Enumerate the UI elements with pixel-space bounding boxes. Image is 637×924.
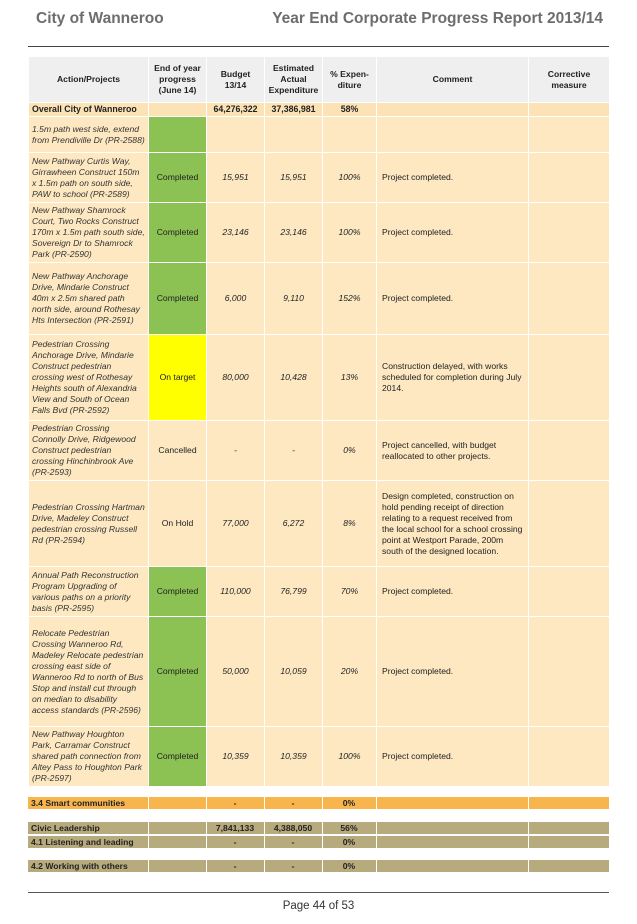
- estimated-cell: 9,110: [265, 263, 323, 335]
- corrective-cell: [529, 335, 610, 421]
- action-cell: Pedestrian Crossing Connolly Drive, Ridgewood Construct pedestrian crossing Hinchinbrook Ave (PR-2593): [29, 421, 149, 481]
- col-header-budget: Budget 13/14: [207, 57, 265, 103]
- comment-cell: Project cancelled, with budget reallocated to other projects.: [377, 421, 529, 481]
- pct-cell: 0%: [323, 421, 377, 481]
- estimated-cell: [265, 117, 323, 153]
- band-label: Civic Leadership: [28, 822, 148, 834]
- pct-cell: 70%: [323, 567, 377, 617]
- action-cell: New Pathway Anchorage Drive, Mindarie Construct 40m x 2.5m shared path north side, around Rothesay Hts Intersection (PR-2591): [29, 263, 149, 335]
- table-row: [29, 117, 610, 153]
- page-number: Page 44 of 53: [282, 900, 355, 912]
- status-cell: Cancelled: [149, 421, 207, 481]
- summary-label: Overall City of Wanneroo: [29, 103, 149, 117]
- corrective-cell: [529, 263, 610, 335]
- status-cell: Completed: [149, 153, 207, 203]
- table-row: [29, 153, 610, 203]
- corrective-cell: [529, 153, 610, 203]
- status-cell: Completed: [149, 203, 207, 263]
- pct-cell: 152%: [323, 263, 377, 335]
- pct-cell: 8%: [323, 481, 377, 567]
- action-cell: Pedestrian Crossing Anchorage Drive, Mindarie Construct pedestrian crossing west of Rothesay Heights south of Alexandria View and South of Ocean Falls Bvd (PR-2592): [29, 335, 149, 421]
- comment-cell: Construction delayed, with works scheduled for completion during July 2014.: [377, 335, 529, 421]
- comment-cell: Project completed.: [377, 203, 529, 263]
- band-budget: -: [206, 797, 264, 809]
- status-cell: On target: [149, 335, 207, 421]
- action-cell: New Pathway Shamrock Court, Two Rocks Construct 170m x 1.5m path south side, Sovereign Dr to Shamrock Park (PR-2590): [29, 203, 149, 263]
- pct-cell: [323, 117, 377, 153]
- table-row: [29, 617, 610, 727]
- org-name: City of Wanneroo: [36, 10, 164, 27]
- table-row: [29, 481, 610, 567]
- action-cell: New Pathway Houghton Park, Carramar Construct shared path connection from Altey Pass to Houghton Park (PR-2597): [29, 727, 149, 787]
- summary-budget: 64,276,322: [207, 103, 265, 117]
- budget-cell: 15,951: [207, 153, 265, 203]
- col-header-corrective: Corrective measure: [529, 57, 610, 103]
- col-header-pct: % Expen-diture: [323, 57, 377, 103]
- budget-cell: 50,000: [207, 617, 265, 727]
- estimated-cell: 6,272: [265, 481, 323, 567]
- budget-cell: 23,146: [207, 203, 265, 263]
- page-header: [36, 6, 603, 42]
- pct-cell: 13%: [323, 335, 377, 421]
- budget-cell: -: [207, 421, 265, 481]
- action-cell: Relocate Pedestrian Crossing Wanneroo Rd, Madeley Relocate pedestrian crossing east side of Wanneroo Rd to north of Bus Stop and install cut through on median to disability access standards (PR-2596): [29, 617, 149, 727]
- comment-cell: Project completed.: [377, 153, 529, 203]
- pct-cell: 100%: [323, 203, 377, 263]
- comment-cell: Project completed.: [377, 617, 529, 727]
- pct-cell: 20%: [323, 617, 377, 727]
- comment-cell: Project completed.: [377, 263, 529, 335]
- action-cell: New Pathway Curtis Way, Girrawheen Construct 150m x 1.5m path on south side, PAW to school (PR-2589): [29, 153, 149, 203]
- band-estimated: -: [264, 836, 322, 848]
- band-budget: -: [206, 836, 264, 848]
- estimated-cell: 76,799: [265, 567, 323, 617]
- corrective-cell: [529, 727, 610, 787]
- table-row: [29, 421, 610, 481]
- band-pct: 0%: [322, 797, 376, 809]
- col-header-estimated: Estimated Actual Expenditure: [265, 57, 323, 103]
- header-divider: [28, 46, 609, 47]
- action-cell: Annual Path Reconstruction Program Upgrading of various paths on a priority basis (PR-2595): [29, 567, 149, 617]
- band-estimated: -: [264, 797, 322, 809]
- estimated-cell: 10,359: [265, 727, 323, 787]
- estimated-cell: 15,951: [265, 153, 323, 203]
- estimated-cell: 23,146: [265, 203, 323, 263]
- status-cell: Completed: [149, 727, 207, 787]
- budget-cell: 6,000: [207, 263, 265, 335]
- pct-cell: 100%: [323, 727, 377, 787]
- footer-divider: [28, 892, 609, 893]
- col-header-comment: Comment: [377, 57, 529, 103]
- band-pct: 0%: [322, 860, 376, 872]
- corrective-cell: [529, 617, 610, 727]
- budget-cell: 77,000: [207, 481, 265, 567]
- corrective-cell: [529, 203, 610, 263]
- corrective-cell: [529, 421, 610, 481]
- status-cell: [149, 117, 207, 153]
- estimated-cell: 10,059: [265, 617, 323, 727]
- summary-progress: [149, 103, 207, 117]
- summary-row: [29, 103, 610, 117]
- table-row: [29, 727, 610, 787]
- budget-cell: 80,000: [207, 335, 265, 421]
- table-row: [29, 335, 610, 421]
- summary-estimated: 37,386,981: [265, 103, 323, 117]
- band-budget: 7,841,133: [206, 822, 264, 834]
- corrective-cell: [529, 567, 610, 617]
- band-estimated: -: [264, 860, 322, 872]
- action-cell: Pedestrian Crossing Hartman Drive, Madeley Construct pedestrian crossing Russell Rd (PR-2594): [29, 481, 149, 567]
- pct-cell: 100%: [323, 153, 377, 203]
- table-row: [29, 203, 610, 263]
- band-listening: [28, 836, 610, 848]
- table-row: [29, 263, 610, 335]
- status-cell: Completed: [149, 263, 207, 335]
- band-label: 4.2 Working with others: [28, 860, 148, 872]
- band-smart: [28, 797, 610, 809]
- corrective-cell: [529, 481, 610, 567]
- status-cell: Completed: [149, 567, 207, 617]
- band-working: [28, 860, 610, 872]
- col-header-action: Action/Projects: [29, 57, 149, 103]
- col-header-progress: End of year progress (June 14): [149, 57, 207, 103]
- summary-comment: [377, 103, 529, 117]
- band-label: 3.4 Smart communities: [28, 797, 148, 809]
- action-cell: 1.5m path west side, extend from Prendiville Dr (PR-2588): [29, 117, 149, 153]
- estimated-cell: 10,428: [265, 335, 323, 421]
- estimated-cell: -: [265, 421, 323, 481]
- band-civic: [28, 822, 610, 834]
- comment-cell: Project completed.: [377, 567, 529, 617]
- progress-table: [28, 56, 610, 787]
- comment-cell: [377, 117, 529, 153]
- band-estimated: 4,388,050: [264, 822, 322, 834]
- corrective-cell: [529, 117, 610, 153]
- summary-pct: 58%: [323, 103, 377, 117]
- status-cell: Completed: [149, 617, 207, 727]
- band-label: 4.1 Listening and leading: [28, 836, 148, 848]
- band-budget: -: [206, 860, 264, 872]
- budget-cell: 10,359: [207, 727, 265, 787]
- budget-cell: 110,000: [207, 567, 265, 617]
- report-title: Year End Corporate Progress Report 2013/14: [272, 10, 603, 27]
- comment-cell: Design completed, construction on hold pending receipt of direction relating to a request received from the local school for a school crossing point at Westport Parade, 200m south of the designed location.: [377, 481, 529, 567]
- table-row: [29, 567, 610, 617]
- comment-cell: Project completed.: [377, 727, 529, 787]
- band-pct: 56%: [322, 822, 376, 834]
- budget-cell: [207, 117, 265, 153]
- summary-corrective: [529, 103, 610, 117]
- band-pct: 0%: [322, 836, 376, 848]
- status-cell: On Hold: [149, 481, 207, 567]
